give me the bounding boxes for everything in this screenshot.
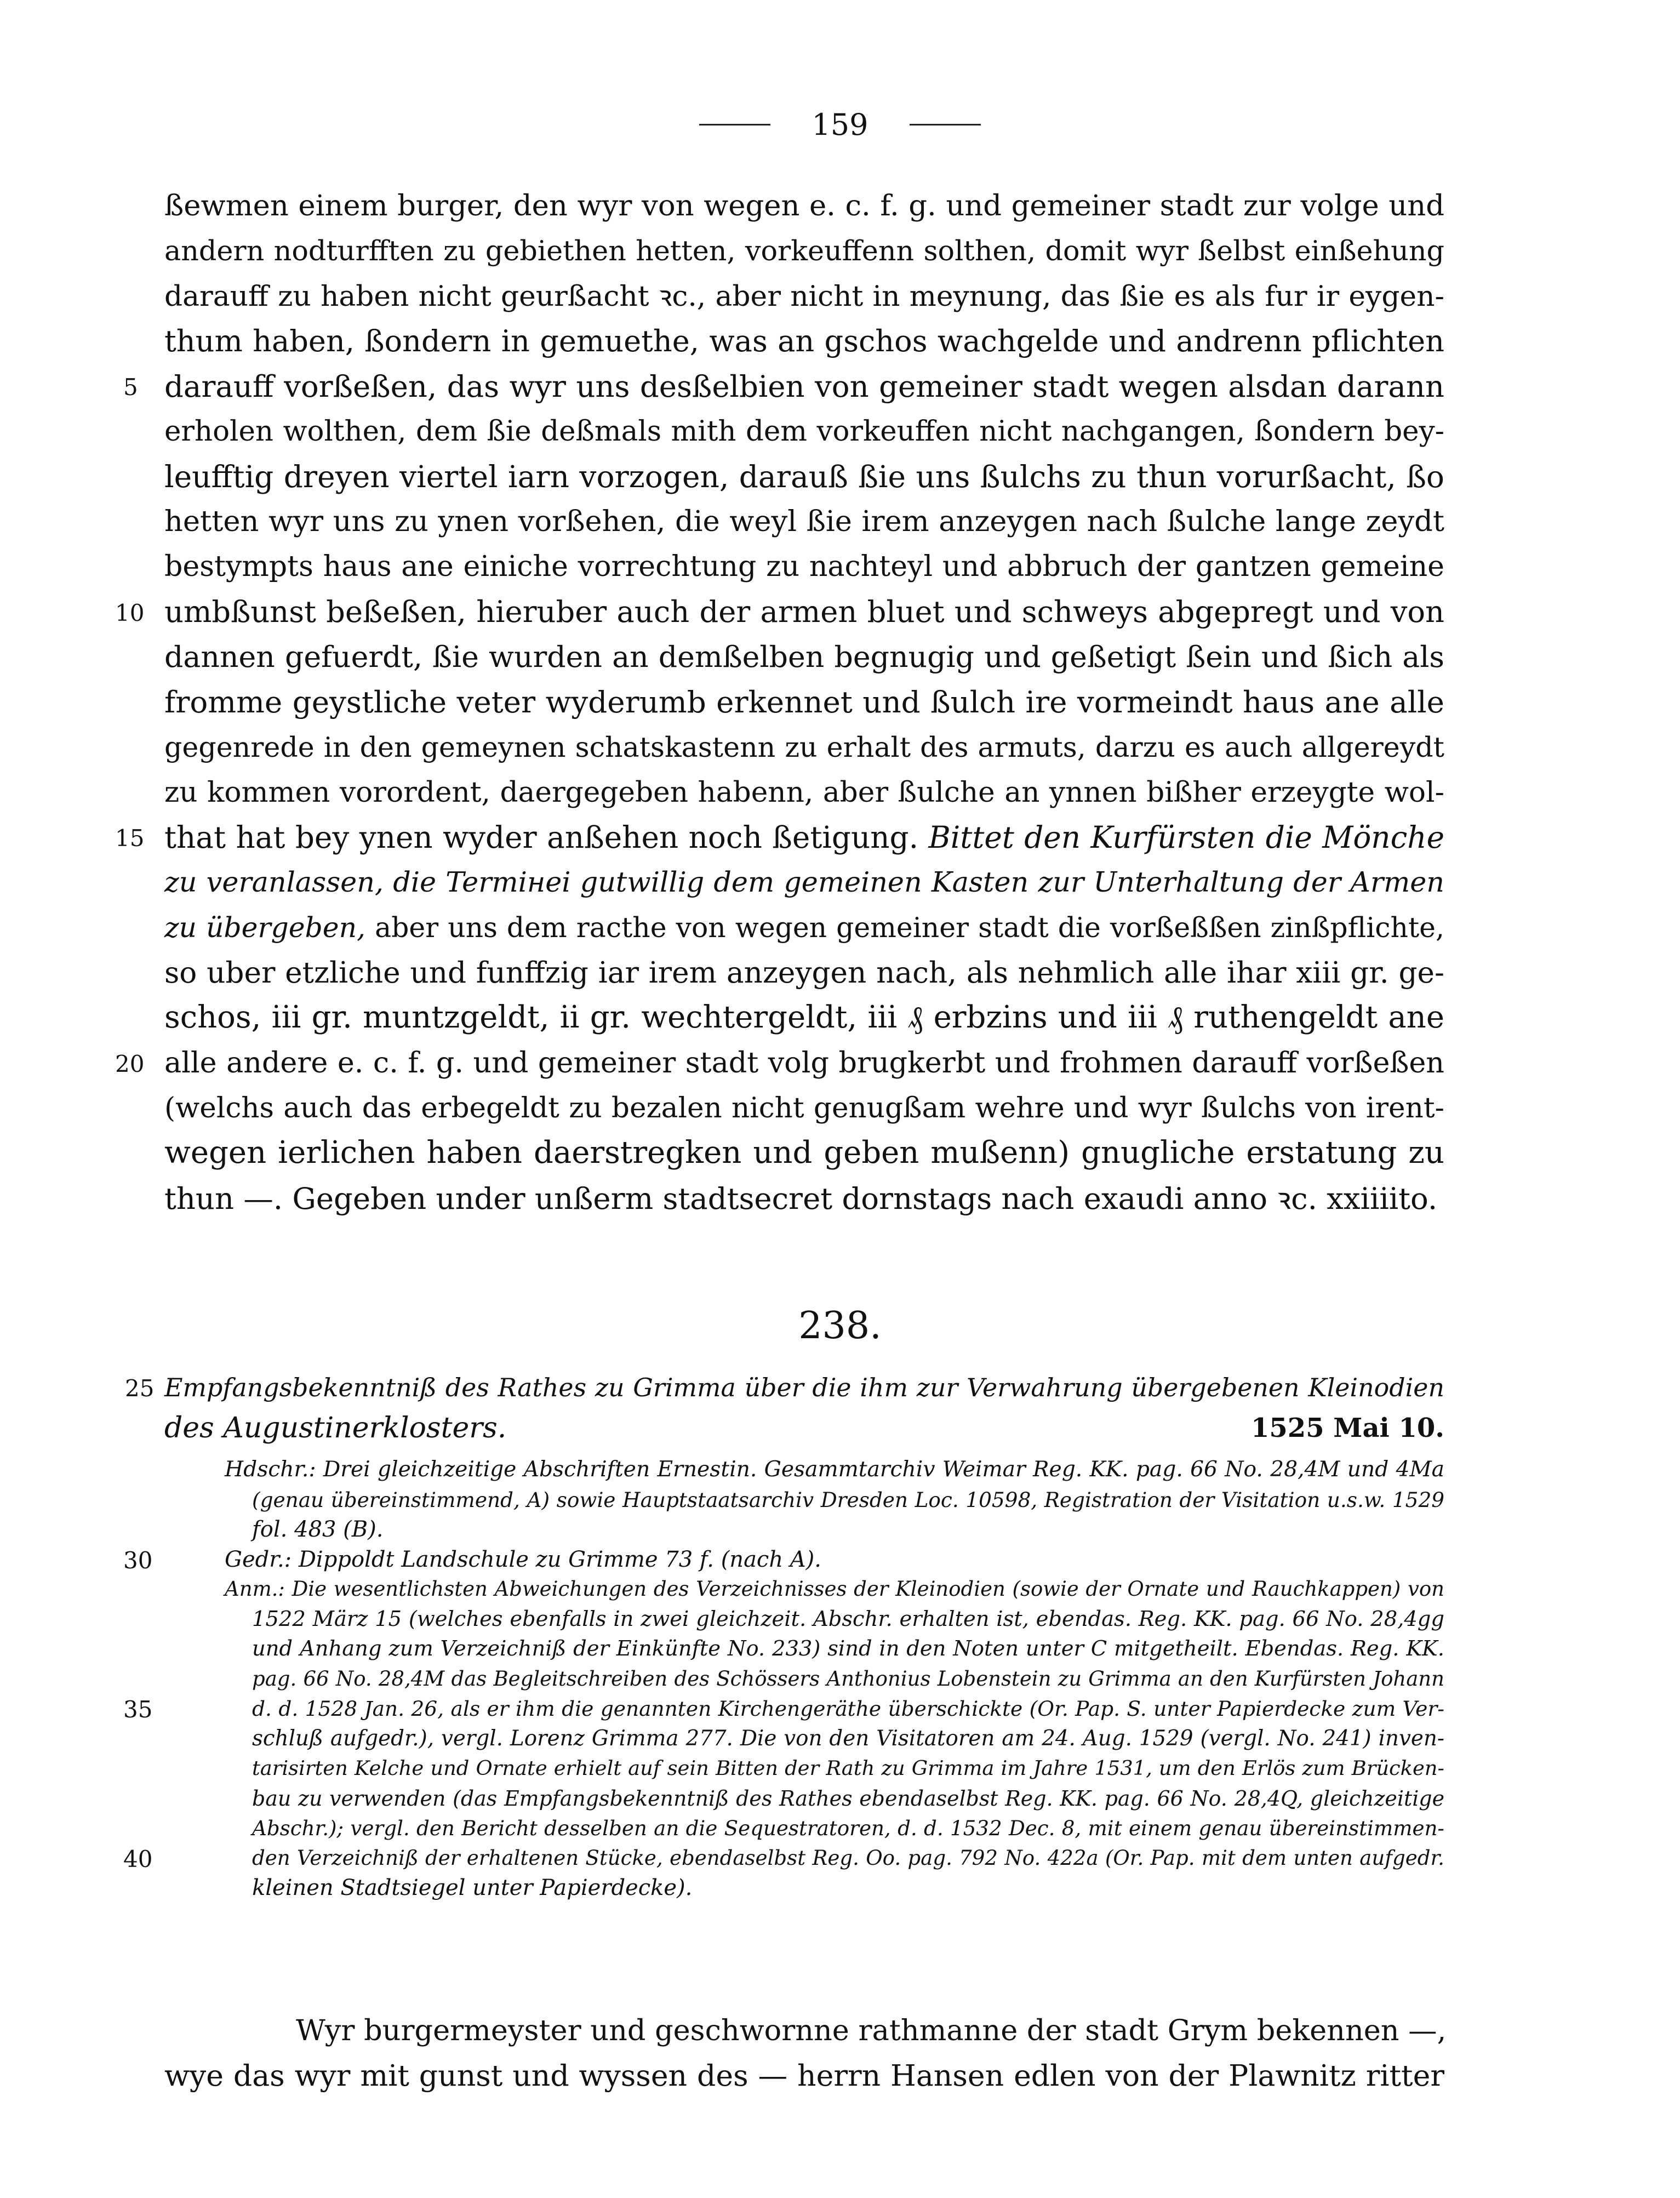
document-text (164, 2008, 1447, 2099)
note-line: kleinen Stadtsiegel unter Papierdecke). (252, 1875, 693, 1900)
text-line: zu kommen vorordent, daergegeben habenn, aber ßulche an ynnen bißher erzeygte wol- (164, 775, 1444, 809)
note-line: 35 d. d. 1528 Jan. 26, als er ihm die genannten Kirchengeräthe überschickte (Or. Pap. S. unter Papierdecke zum Ver- (225, 1694, 1444, 1724)
text-line: so uber etzliche und funffzig iar irem anzeygen nach, als nehmlich alle ihar xiii gr. ge- (164, 956, 1444, 990)
header-rule-left (699, 124, 770, 125)
text-line: zu übergeben, aber uns dem racthe von wegen gemeiner stadt die vorßeßßen zinßpflichte, (164, 911, 1444, 944)
document-date: 1525 Mai 10. (1251, 1413, 1444, 1443)
text-line: wegen ierlichen haben daerstregken und geben mußenn) gnugliche erstatung zu (164, 1135, 1444, 1171)
text-line: bestympts haus ane einiche vorrechtung zu nachteyl und abbruch der gantzen gemeine (164, 550, 1444, 584)
line-number: 30 (123, 1546, 153, 1574)
text-line: darauff zu haben nicht geurßacht ꝛc., aber nicht in meynung, das ßie es als fur ir eygen- (164, 279, 1444, 313)
text-line: erholen wolthen, dem ßie deßmals mith dem vorkeuffen nicht nachgangen, ßondern bey- (164, 415, 1444, 448)
line-number: 15 (115, 825, 145, 852)
text-line: dannen gefuerdt, ßie wurden an demßelben begnugig und geßetigt ßein und ßich als (164, 639, 1444, 674)
heading-line: des Augustinerklosters. 1525 Mai 10. (164, 1408, 1444, 1448)
note-line: 40 den Verzeichniß der erhaltenen Stücke, ebendaselbst Reg. Oo. pag. 792 No. 422a (Or. Pap. mit dem unten aufgedr. (225, 1843, 1444, 1874)
note-line: schluß aufgedr.), vergl. Lorenz Grimma 277. Die von den Visitatoren am 24. Aug. 1529 (vergl. No. 241) inven- (252, 1726, 1444, 1751)
text-line: leufftig dreyen viertel iarn vorzogen, darauß ßie uns ßulchs zu thun vorurßacht, ßo (164, 459, 1444, 494)
text-line: wye das wyr mit gunst und wyssen des — herrn Hansen edlen von der Plawnitz ritter (164, 2058, 1444, 2093)
note-line: 30 Gedr.: Dippoldt Landschule zu Grimme 73 f. (nach A). (225, 1545, 1444, 1575)
note-line: und Anhang zum Verzeichniß der Einkünfte No. 233) sind in den Noten unter C mitgetheilt. Ebendas. Reg. KK. (252, 1636, 1444, 1661)
line-number: 20 (115, 1050, 145, 1077)
text-line: thum haben, ßondern in gemuethe, was an gschos wachgelde und andrenn pflichten (164, 323, 1444, 358)
line-number: 40 (123, 1845, 153, 1872)
editorial-summary: zu übergeben, (164, 911, 366, 944)
text-line: hetten wyr uns zu ynen vorßehen, die weyl ßie irem anzeygen nach ßulche lange zeydt (164, 505, 1444, 539)
source-notes (123, 1455, 1444, 1903)
text-line: thun —. Gegeben under unßerm stadtsecret dornstags nach exaudi anno ꝛc. xxiiiito. (164, 1180, 1438, 1216)
text-line: 10 umbßunst beßeßen, hieruber auch der armen bluet und schweys abgepregt und von (164, 590, 1444, 635)
page-header (0, 107, 1680, 142)
note-line: 1522 März 15 (welches ebenfalls in zwei gleichzeit. Abschr. erhalten ist, ebendas. Reg. KK. pag. 66 No. 28,4gg (252, 1606, 1444, 1631)
editorial-summary: Bittet den Kurfürsten die Mönche (928, 820, 1445, 855)
note-line: bau zu verwenden (das Empfangsbekenntniß des Rathes ebendaselbst Reg. KK. pag. 66 No. 28,4Q, gleichzeitige (252, 1786, 1444, 1811)
text-line: schos, iii gr. muntzgeldt, ii gr. wechtergeldt, iii ₰ erbzins und iii ₰ ruthengeldt ane (164, 1000, 1444, 1036)
line-number: 35 (123, 1696, 153, 1723)
editorial-summary: zu veranlassen, die Termінei gutwillig dem gemeinen Kasten zur Unterhaltung der Armen (164, 866, 1444, 899)
text-line: 5 darauff vorßeßen, das wyr uns desßelbien von gemeiner stadt wegen alsdan darann (164, 364, 1444, 409)
header-rule-right (910, 124, 981, 125)
line-number: 25 (125, 1375, 155, 1402)
text-line: andern nodturfften zu gebiethen hetten, vorkeuffenn solthen, domit wyr ßelbst einßehung (164, 235, 1444, 267)
note-line: Hdschr.: Drei gleichzeitige Abschriften Ernestin. Gesammtarchiv Weimar Reg. KK. pag. 66 No. 28,4M und 4Ma (225, 1457, 1444, 1482)
text-line: 15 that hat bey ynen wyder anßehen noch ßetigung. Bittet den Kurfürsten die Mönche (164, 815, 1444, 860)
note-line: fol. 483 (B). (252, 1517, 384, 1542)
note-line: tarisirten Kelche und Ornate erhielt auf sein Bitten der Rath zu Grimma im Jahre 1531, um den Erlös zum Brücken- (252, 1756, 1444, 1780)
note-line: pag. 66 No. 28,4M das Begleitschreiben des Schössers Anthonius Lobenstein zu Grimma an den Kurfürsten Johann (252, 1666, 1444, 1691)
document-heading (125, 1367, 1444, 1448)
text-line (164, 860, 1444, 905)
note-line: Anm.: Die wesentlichsten Abweichungen des Verzeichnisses der Kleinodien (sowie der Ornate und Rauchkappen) von (225, 1577, 1444, 1601)
document-number: 238. (798, 1304, 882, 1348)
note-line: Abschr.); vergl. den Bericht desselben an die Sequestratoren, d. d. 1532 Dec. 8, mit einem genau übereinstimmen- (252, 1816, 1444, 1840)
text-line: gegenrede in den gemeynen schatskastenn zu erhalt des armuts, darzu es auch allgereydt (164, 730, 1444, 763)
text-line: fromme geystliche veter wyderumb erkennet und ßulch ire vormeindt haus ane alle (164, 684, 1444, 720)
line-number: 5 (123, 374, 138, 401)
page-number: 159 (812, 107, 868, 142)
text-line: 20 alle andere e. c. f. g. und gemeiner stadt volg brugkerbt und frohmen darauff vorßeßen (164, 1041, 1444, 1086)
text-line: (welchs auch das erbegeldt zu bezalen nicht genugßam wehre und wyr ßulchs von irent- (164, 1091, 1444, 1124)
text-line: ßewmen einem burger, den wyr von wegen e. c. f. g. und gemeiner stadt zur volge und (164, 189, 1444, 222)
heading-line: 25 Empfangsbekenntniß des Rathes zu Grimma über die ihm zur Verwahrung übergebenen Kleinodien (164, 1367, 1444, 1408)
continuation-text (115, 184, 1445, 1221)
note-line: (genau übereinstimmend, A) sowie Hauptstaatsarchiv Dresden Loc. 10598, Registration der Visitation u.s.w. 1529 (252, 1487, 1444, 1512)
text-line: Wyr burgermeyster und geschwornne rathmanne der stadt Grym bekennen —, (296, 2014, 1447, 2047)
line-number: 10 (115, 599, 145, 626)
